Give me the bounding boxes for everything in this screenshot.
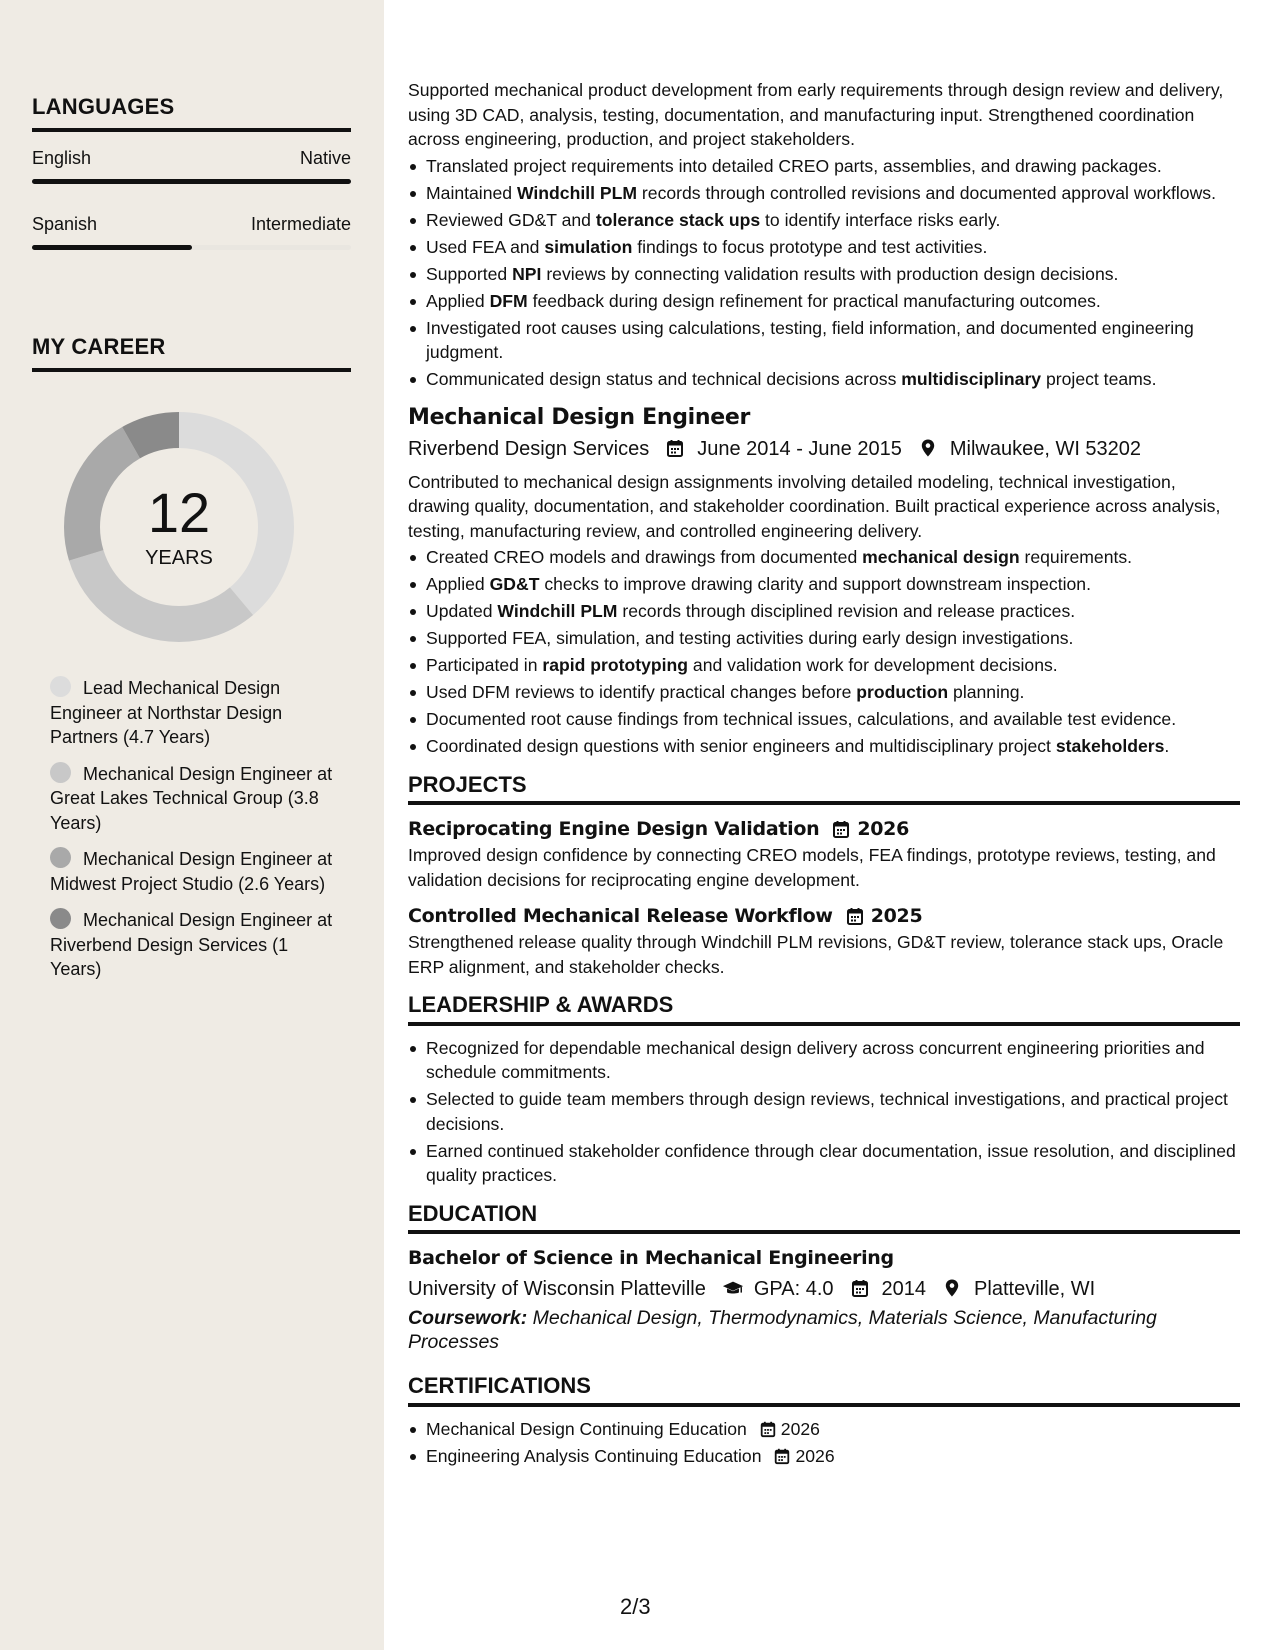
total-years-value: 12	[147, 480, 211, 544]
language-row	[32, 214, 351, 235]
project-title: Reciprocating Engine Design Validation	[408, 818, 820, 840]
career-item-text: Mechanical Design Engineer at Midwest Project Studio (2.6 Years)	[50, 849, 333, 894]
career-list-item	[50, 847, 335, 896]
bullet-item: Reviewed GD&T and tolerance stack ups to identify interface risks early.	[408, 208, 1240, 233]
career-donut-chart	[64, 412, 294, 642]
sidebar	[0, 0, 384, 1650]
career-item-text: Lead Mechanical Design Engineer at Northstar Design Partners (4.7 Years)	[50, 678, 283, 747]
certification-year: 2026	[780, 1418, 820, 1439]
bullet-item: Applied DFM feedback during design refinement for practical manufacturing outcomes.	[408, 289, 1240, 314]
project-title: Controlled Mechanical Release Workflow	[408, 905, 833, 927]
job-bullets	[408, 154, 1240, 392]
career-list-item	[50, 676, 335, 750]
education-heading: EDUCATION	[408, 1202, 1240, 1235]
school-location: Platteville, WI	[974, 1278, 1096, 1300]
map-pin-icon	[942, 1278, 964, 1300]
bullet-item: Documented root cause findings from technical issues, calculations, and available test evidence.	[408, 707, 1240, 732]
coursework-label: Coursework:	[408, 1307, 528, 1329]
career-item-text: Mechanical Design Engineer at Great Lakes Technical Group (3.8 Years)	[50, 763, 333, 833]
certification-name: Mechanical Design Continuing Education	[426, 1418, 747, 1439]
bullet-item: Used FEA and simulation findings to focus prototype and test activities.	[408, 235, 1240, 260]
bullet-item: Created CREO models and drawings from documented mechanical design requirements.	[408, 545, 1240, 570]
graduation-year: 2014	[881, 1278, 927, 1300]
bullet-item: Earned continued stakeholder confidence through clear documentation, issue resolution, and disciplined quality practices.	[408, 1139, 1240, 1188]
legend-dot	[50, 676, 71, 697]
calendar-icon	[850, 1278, 872, 1300]
leadership-heading: LEADERSHIP & AWARDS	[408, 993, 1240, 1026]
project-description: Strengthened release quality through Windchill PLM revisions, GD&T review, tolerance stack ups, Oracle ERP alignment, and stakeholder checks.	[408, 932, 1224, 977]
calendar-icon	[773, 1447, 791, 1465]
job-summary: Supported mechanical product development from early requirements through design review and delivery, using 3D CAD, analysis, testing, documentation, and manufacturing input. Strengthened coordination across engineering, production, and project stakeholders.	[408, 80, 1224, 149]
language-bar	[32, 179, 351, 184]
gpa: GPA: 4.0	[753, 1278, 834, 1300]
donut-center	[64, 412, 294, 642]
legend-dot	[50, 847, 71, 868]
project-year: 2025	[870, 905, 923, 927]
calendar-icon	[665, 438, 687, 460]
certification-list	[408, 1417, 1240, 1469]
coursework	[408, 1306, 1240, 1354]
career-item-text: Mechanical Design Engineer at Riverbend Design Services (1 Years)	[50, 910, 333, 979]
bullet-item: Applied GD&T checks to improve drawing clarity and support downstream inspection.	[408, 572, 1240, 597]
career-list-item	[50, 908, 335, 982]
job-location: Milwaukee, WI 53202	[949, 437, 1142, 460]
project-title-row	[408, 902, 1240, 930]
career-heading: MY CAREER	[32, 334, 351, 372]
school-name: University of Wisconsin Platteville	[408, 1278, 706, 1300]
graduation-cap-icon	[722, 1278, 744, 1300]
education-meta	[408, 1274, 1240, 1304]
calendar-icon	[845, 906, 865, 926]
bullet-item: Supported FEA, simulation, and testing activities during early design investigations.	[408, 626, 1240, 651]
job-summary: Contributed to mechanical design assignments involving detailed modeling, technical investigation, drawing quality, documentation, and stakeholder coordination. Built practical experience across analysis, testing, manufacturing review, and controlled engineering delivery.	[408, 471, 1221, 541]
bullet-item: Supported NPI reviews by connecting validation results with production design decisions.	[408, 262, 1240, 287]
coursework-list: Mechanical Design, Thermodynamics, Materials Science, Manufacturing Processes	[408, 1307, 1157, 1353]
map-pin-icon	[918, 438, 940, 460]
projects-heading: PROJECTS	[408, 773, 1240, 806]
certification-item	[408, 1417, 1240, 1442]
calendar-icon	[831, 819, 851, 839]
language-level: Intermediate	[250, 214, 351, 234]
degree-title: Bachelor of Science in Mechanical Engineering	[408, 1247, 894, 1269]
main-content	[408, 78, 1240, 1471]
bullet-item: Investigated root causes using calculations, testing, field information, and documented engineering judgment.	[408, 316, 1240, 365]
bullet-item: Participated in rapid prototyping and validation work for development decisions.	[408, 653, 1240, 678]
language-bar-fill	[32, 245, 192, 250]
project-year: 2026	[857, 818, 910, 840]
page-number: 2/3	[620, 1594, 651, 1619]
certification-name: Engineering Analysis Continuing Education	[426, 1445, 762, 1466]
certification-year: 2026	[795, 1445, 835, 1466]
languages-heading: LANGUAGES	[32, 94, 351, 132]
bullet-item: Maintained Windchill PLM records through controlled revisions and documented approval workflows.	[408, 181, 1240, 206]
project-title-row	[408, 815, 1240, 843]
bullet-item: Translated project requirements into detailed CREO parts, assemblies, and drawing packages.	[408, 154, 1240, 179]
job-title: Mechanical Design Engineer	[408, 404, 751, 430]
total-years-label: YEARS	[145, 546, 213, 569]
bullet-item: Recognized for dependable mechanical design delivery across concurrent engineering priorities and schedule commitments.	[408, 1036, 1240, 1085]
bullet-item: Updated Windchill PLM records through disciplined revision and release practices.	[408, 599, 1240, 624]
legend-dot	[50, 762, 71, 783]
project-description: Improved design confidence by connecting CREO models, FEA findings, prototype reviews, testing, and validation decisions for reciprocating engine development.	[408, 845, 1216, 890]
leadership-bullets	[408, 1036, 1240, 1188]
bullet-item: Coordinated design questions with senior engineers and multidisciplinary project stakeholders.	[408, 734, 1240, 759]
bullet-item: Communicated design status and technical decisions across multidisciplinary project teams.	[408, 367, 1240, 392]
certification-item	[408, 1444, 1240, 1469]
language-level: Native	[299, 148, 351, 168]
company-name: Riverbend Design Services	[408, 437, 650, 460]
bullet-item: Used DFM reviews to identify practical changes before production planning.	[408, 680, 1240, 705]
career-list-item	[50, 762, 335, 836]
language-row	[32, 148, 351, 169]
language-name: Spanish	[32, 214, 98, 234]
bullet-item: Selected to guide team members through design reviews, technical investigations, and practical project decisions.	[408, 1087, 1240, 1136]
career-list	[50, 676, 335, 994]
job-dates: June 2014 - June 2015	[697, 437, 902, 460]
language-bar-fill	[32, 179, 351, 184]
language-bar	[32, 245, 351, 250]
job-meta	[408, 434, 1240, 464]
calendar-icon	[759, 1420, 777, 1438]
career-section	[32, 334, 351, 372]
languages-section	[32, 94, 351, 250]
job-bullets	[408, 545, 1240, 759]
legend-dot	[50, 908, 71, 929]
certifications-heading: CERTIFICATIONS	[408, 1374, 1240, 1407]
language-name: English	[32, 148, 92, 168]
